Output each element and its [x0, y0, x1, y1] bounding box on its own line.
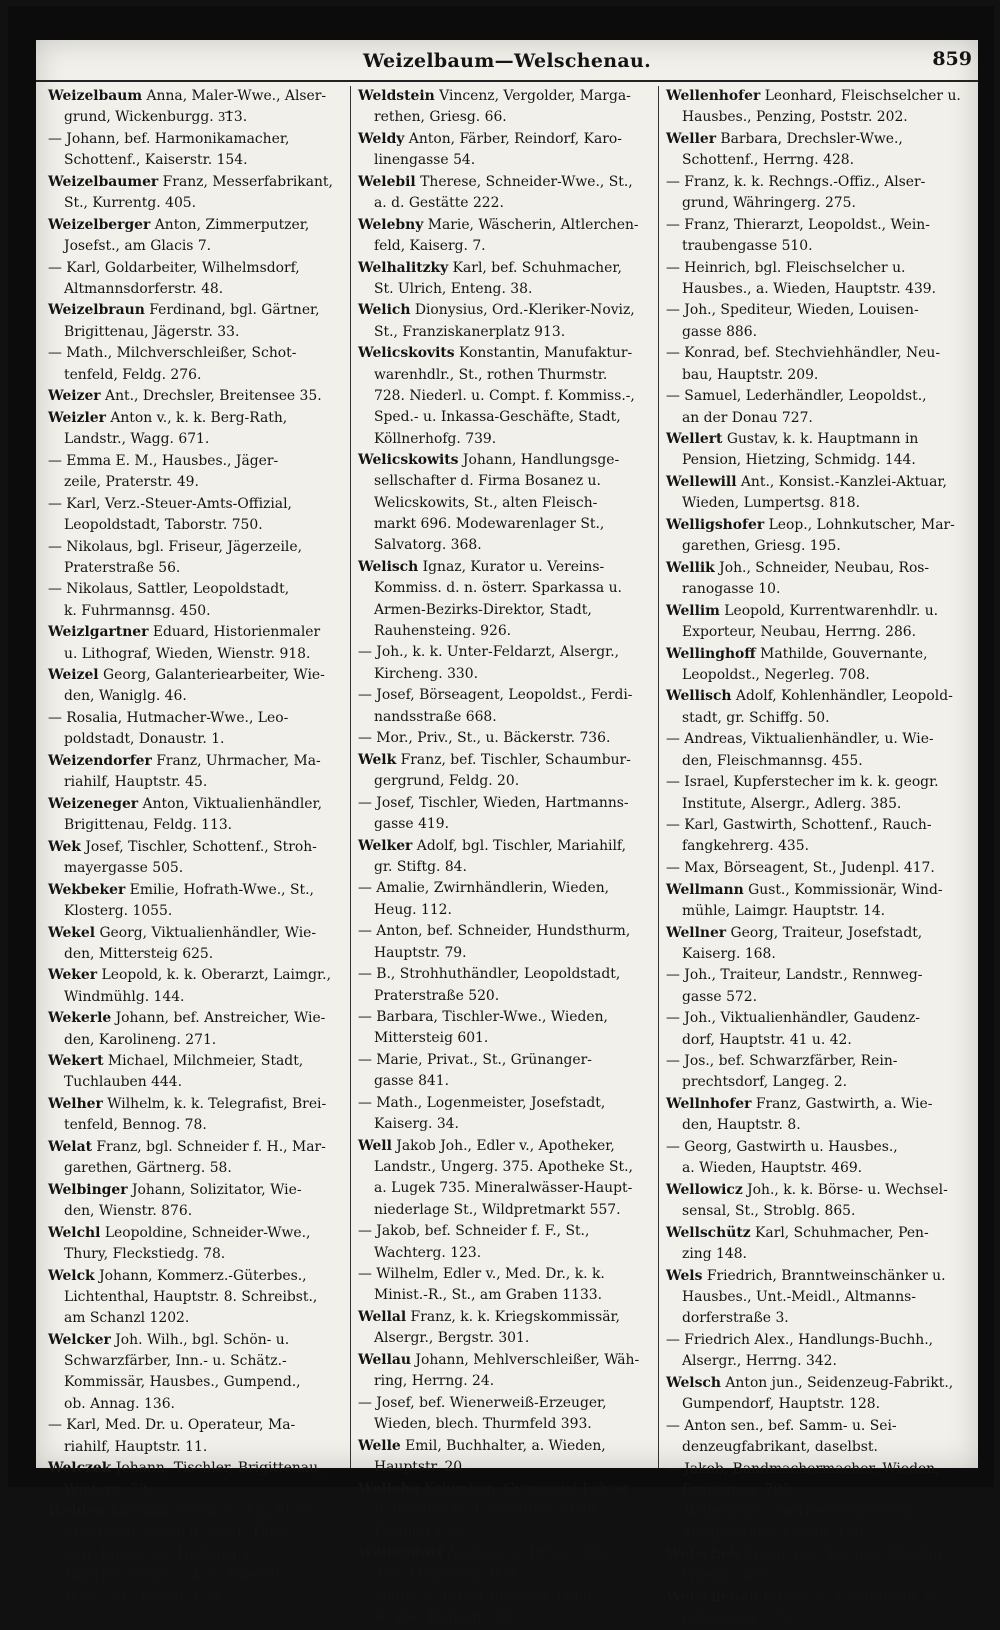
directory-subentry — [358, 1586, 650, 1629]
directory-entry — [358, 1350, 650, 1393]
entry-details: — Joh., Spediteur, Wieden, Louisen- gasse 886. — [666, 302, 919, 340]
entry-surname: Welchl — [48, 1224, 101, 1241]
entry-details: Dionysius, Ord.-Kleriker-Noviz, St., Franziskanerplatz 913. — [374, 302, 635, 340]
entry-surname: Welicskowits — [358, 452, 459, 469]
entry-details: Johann, Mehlverschleißer, Wäh- ring, Herrng. 24. — [374, 1351, 640, 1390]
directory-subentry — [48, 258, 342, 301]
directory-subentry — [358, 1093, 650, 1136]
entry-details: — Israel, Kupferstecher im k. k. geogr. Institute, Alsergr., Adlerg. 385. — [666, 774, 939, 812]
directory-entry — [666, 1373, 968, 1416]
entry-details: — Franz, Thierarzt, Leopoldst., Wein- traubengasse 510. — [666, 216, 930, 254]
directory-subentry — [358, 921, 650, 964]
directory-entry — [666, 1094, 968, 1137]
entry-surname: Wek — [48, 838, 81, 855]
entry-surname: Weizelbaum — [48, 88, 143, 104]
entry-surname: Welebil — [358, 173, 416, 190]
directory-page — [36, 40, 978, 1627]
entry-surname: Wellowicz — [666, 1181, 743, 1198]
entry-details: Adolf, bgl. Tischler, Mariahilf, gr. Stiftg. 84. — [374, 837, 626, 875]
directory-subentry — [358, 964, 650, 1007]
directory-subentry — [48, 708, 342, 751]
entry-details: — Rosalia, Hutmacher-Wwe., Leo- poldstadt, Donaustr. 1. — [48, 710, 289, 748]
directory-subentry — [666, 172, 968, 215]
entry-details: Anton, Färber, Reindorf, Karo- linengasse 54. — [374, 130, 622, 169]
entry-details: Anton, bef. Tischler, Wieden, Wienstr. 877. — [682, 1546, 947, 1584]
entry-details: — Karl, Gastwirth, Schottenf., Rauch- fangkehrerg. 435. — [666, 817, 932, 855]
directory-subentry — [666, 215, 968, 258]
entry-surname: Wekerle — [48, 1010, 112, 1027]
entry-details: Georg, Galanteriearbeiter, Wie- den, Waniglg. 46. — [64, 667, 325, 705]
entry-surname: Wellert — [666, 431, 723, 448]
entry-details: Vincenz, Vergolder, Marga- rethen, Griesg. 66. — [374, 88, 631, 126]
directory-entry — [48, 1501, 342, 1565]
entry-surname: Weizler — [48, 409, 106, 426]
directory-entry — [358, 1436, 650, 1479]
entry-details: Anton v., k. k. Berg-Rath, Landstr., Wagg. 671. — [64, 409, 288, 448]
entry-details: Eduard, Historienmaler u. Lithograf, Wieden, Wienstr. 918. — [64, 624, 321, 662]
page-header — [36, 44, 978, 82]
entry-details: — Johann, bef. Harmonikamacher, Schottenf., Kaiserstr. 154. — [48, 130, 290, 169]
entry-details: Friedrich, Branntweinschänker u. Hausbes., Unt.-Meidl., Altmanns- dorferstraße 3. — [682, 1267, 946, 1327]
entry-surname: Welschenau — [666, 1589, 759, 1606]
entry-details: Leop., Lohnkutscher, Mar- garethen, Griesg. 195. — [682, 516, 955, 555]
entry-details: Franz, bef. Tischler, Schaumbur- gergrund, Feldg. 20. — [374, 751, 631, 790]
directory-entry — [48, 215, 342, 258]
directory-entry — [358, 300, 650, 343]
directory-entry — [358, 450, 650, 556]
directory-subentry — [358, 1264, 650, 1307]
directory-subentry — [666, 772, 968, 815]
directory-entry — [666, 129, 968, 172]
entry-details: Barbara, Drechsler-Wwe., Schottenf., Herrng. 428. — [682, 130, 903, 169]
directory-subentry — [358, 642, 650, 685]
directory-entry — [666, 429, 968, 472]
entry-surname: Wellnhofer — [666, 1096, 752, 1113]
directory-entry — [48, 1458, 342, 1501]
directory-subentry — [666, 386, 968, 429]
entry-surname: Weizer — [48, 388, 101, 405]
directory-entry — [358, 129, 650, 172]
column-2 — [358, 86, 650, 1625]
entry-details: — Joh., k. k. Unter-Feldarzt, Alsergr., Kircheng. 330. — [358, 644, 620, 682]
entry-details: Wilhelm, k. k. Telegrafist, Brei- tenfeld, Bennog. 78. — [64, 1096, 327, 1134]
entry-surname: Wellewill — [666, 474, 737, 491]
entry-details: — Joh., Viktualienhändler, Gaudenz- dorf, Hauptstr. 41 u. 42. — [666, 1010, 921, 1048]
entry-surname: Wellner — [666, 924, 727, 941]
entry-details: Ignaz, Kurator u. Vereins- Kommiss. d. n. österr. Sparkassa u. Armen-Bezirks-Direktor, Stadt, Rauhensteing. 926. — [374, 558, 622, 639]
entry-details: — Jakob, Bandmachermacher, Wieden, Franzensg. 705. — [666, 1460, 940, 1498]
entry-details: — B., Strohhuthändler, Leopoldstadt, Praterstraße 520. — [358, 966, 621, 1004]
directory-entry — [358, 1307, 650, 1350]
directory-entry — [666, 1544, 968, 1587]
directory-entry — [48, 1330, 342, 1415]
directory-subentry — [666, 1137, 968, 1180]
entry-details: — Gabriel, Freiin v., k. k. Oberstl.- Wwe., St., Penng. 156. — [48, 1567, 290, 1605]
entry-details: — Samuel, Lederhändler, Leopoldst., an der Donau 727. — [666, 388, 927, 426]
entry-details: — Jakob, bef. Schneider f. F., St., Wachterg. 123. — [358, 1223, 590, 1261]
entry-details: — Andreas, Viktualienhändler, u. Wie- den, Fleischmannsg. 455. — [666, 731, 934, 769]
entry-details: Ant., Drechsler, Breitensee 35. — [100, 388, 322, 405]
entry-surname: Welher — [48, 1096, 103, 1113]
entry-details: — Karl, Verz.-Steuer-Amts-Offizial, Leopoldstadt, Taborstr. 750. — [48, 495, 292, 533]
directory-entry — [666, 1223, 968, 1266]
entry-surname: Wellendorf — [358, 1544, 444, 1561]
entry-surname: Welcker — [48, 1331, 111, 1348]
entry-details: Anton jun., Seidenzeug-Fabrikt., Gumpendorf, Hauptstr. 128. — [682, 1374, 954, 1413]
directory-subentry — [358, 1007, 650, 1050]
entry-surname: Weizendorfer — [48, 752, 152, 769]
entry-surname: Wellschütz — [666, 1224, 751, 1241]
entry-surname: Weldstein — [358, 88, 435, 104]
entry-details: — Max, Börseagent, St., Judenpl. 417. — [666, 860, 935, 877]
directory-subentry — [666, 1459, 968, 1502]
column-3 — [666, 86, 968, 1627]
entry-details: Josef, Tischler, Schottenf., Stroh- mayergasse 505. — [64, 838, 317, 877]
entry-surname: Weker — [48, 967, 98, 984]
directory-subentry — [48, 1415, 342, 1458]
entry-surname: Wellenhofer — [666, 88, 761, 104]
directory-entry — [48, 1180, 342, 1223]
entry-details: — Math., Milchverschleißer, Schot- tenfeld, Feldg. 276. — [48, 345, 297, 383]
directory-entry — [48, 751, 342, 794]
directory-entry — [666, 515, 968, 558]
entry-surname: Wellim — [666, 602, 720, 619]
directory-entry — [666, 880, 968, 923]
page-number: 859 — [932, 48, 972, 70]
directory-entry — [358, 172, 650, 215]
entry-details: Johann, Handlungsge- sellschafter d. Firma Bosanez u. Welicskowits, St., alten Fleisch- markt 696. Modewarenlager St., Salvatorg. 368. — [374, 452, 620, 554]
directory-entry — [358, 1479, 650, 1543]
entry-details: — Konrad, bef. Stechviehhändler, Neu- bau, Hauptstr. 209. — [666, 345, 941, 383]
entry-details: — Karl, Goldarbeiter, Wilhelmsdorf, Altmannsdorferstr. 48. — [48, 259, 300, 297]
entry-surname: Wellik — [666, 559, 715, 576]
entry-details: Karl, bef. Schuhmacher, St. Ulrich, Enteng. 38. — [374, 259, 622, 297]
directory-entry — [358, 836, 650, 879]
directory-subentry — [48, 343, 342, 386]
entry-surname: Weizel — [48, 667, 99, 684]
directory-entry — [48, 408, 342, 451]
directory-subentry — [666, 1008, 968, 1051]
entry-details: Johann, bef. Anstreicher, Wie- den, Karolineng. 271. — [64, 1010, 326, 1048]
entry-details: — Karl, Med. Dr. u. Operateur, Ma- riahilf, Hauptstr. 11. — [48, 1417, 296, 1455]
directory-subentry — [358, 793, 650, 836]
entry-details: Leopoldine, Schneider-Wwe., Thury, Fleckstiedg. 78. — [64, 1224, 311, 1263]
entry-details: Karolina, Freiin v., Aja, Stern- kreuz-Ord.-Dame u. baier. Ther.- Ord.-Dame, St., Hofburg 1. — [64, 1503, 320, 1562]
directory-entry — [48, 1137, 342, 1180]
directory-subentry — [666, 729, 968, 772]
entry-surname: Wellau — [358, 1351, 411, 1368]
directory-entry — [48, 1051, 342, 1094]
entry-details: Georg, Viktualienhändler, Wie- den, Mittersteig 625. — [64, 924, 317, 962]
entry-details: — Franz, k. k. Rechngs.-Offiz., Alser- grund, Währingerg. 275. — [666, 173, 926, 212]
directory-subentry — [666, 1330, 968, 1373]
entry-surname: Weldy — [358, 130, 405, 147]
directory-subentry — [48, 537, 342, 580]
entry-surname: Welsch — [666, 1374, 721, 1391]
entry-details: — Josef, Börseagent, Leopoldst., Ferdi- nandsstraße 668. — [358, 687, 633, 725]
directory-entry — [48, 880, 342, 923]
directory-subentry — [666, 343, 968, 386]
entry-details: Marie, Wäscherin, Altlerchen- feld, Kaiserg. 7. — [374, 216, 639, 254]
entry-details: Jakob Joh., Edler v., Apotheker, Landstr., Ungerg. 375. Apotheke St., a. Lugek 735. Mineralwässer-Haupt- niederlage St., Wildpretmarkt 557. — [374, 1137, 633, 1218]
directory-subentry — [358, 685, 650, 728]
entry-details: Johann, Tischler, Brigittenau, Winterg. 73. — [64, 1460, 323, 1498]
directory-entry — [666, 472, 968, 515]
entry-details: Emilie, Hofrath-Wwe., St., Klosterg. 1055. — [64, 881, 314, 919]
entry-surname: Weizelbaumer — [48, 173, 159, 190]
entry-details: — Emma E. M., Hausbes., Jäger- zeile, Praterstr. 49. — [48, 452, 279, 491]
column-1 — [48, 86, 342, 1605]
entry-surname: Wekbeker — [48, 881, 126, 898]
entry-details: — Anton sen., bef. Samm- u. Sei- denzeugfabrikant, daselbst. — [666, 1417, 897, 1455]
directory-entry — [358, 1543, 650, 1586]
entry-details: Joh., Schneider, Neubau, Ros- ranogasse 10. — [682, 559, 930, 598]
entry-details: — Nikolaus, bgl. Friseur, Jägerzeile, Praterstraße 56. — [48, 538, 302, 576]
entry-surname: Wellmann — [666, 881, 744, 898]
entry-surname: Welhalitzky — [358, 259, 449, 276]
entry-details: Joh. Wilh., bgl. Schön- u. Schwarzfärber, Inn.- u. Schätz.- Kommissär, Hausbes., Gumpend., ob. Annag. 136. — [64, 1331, 301, 1412]
entry-details: — Josef, bef. Wienerweiß-Erzeuger, Wieden, blech. Thurmfeld 393. — [358, 1394, 607, 1433]
directory-entry — [666, 1180, 968, 1223]
directory-entry — [666, 644, 968, 687]
directory-subentry — [358, 1221, 650, 1264]
entry-details: Andreas v., Privat., Wie- den, Leopoldsg. 834. — [374, 1544, 617, 1583]
entry-details: Ant., Konsist.-Kanzlei-Aktuar, Wieden, Lumpertsg. 818. — [682, 474, 947, 512]
directory-subentry — [666, 1051, 968, 1094]
directory-entry — [48, 86, 342, 129]
entry-surname: Weizelberger — [48, 216, 151, 233]
directory-subentry — [666, 258, 968, 301]
entry-details: Emil, Buchhalter, a. Wieden, Hauptstr. 20. — [374, 1437, 606, 1476]
directory-entry — [666, 86, 968, 129]
entry-surname: Welleba — [358, 1480, 420, 1497]
entry-details: Anton, Viktualienhändler, Brigittenau, Feldg. 113. — [64, 795, 323, 834]
directory-entry — [48, 965, 342, 1008]
directory-subentry — [666, 300, 968, 343]
entry-surname: Welck — [48, 1267, 95, 1284]
entry-details: — Georg, Gastwirth u. Hausbes., a. Wieden, Hauptstr. 469. — [666, 1138, 898, 1177]
directory-entry — [358, 86, 650, 129]
entry-surname: Wekel — [48, 924, 96, 941]
entry-surname: Welisch — [358, 558, 419, 575]
directory-entry — [358, 750, 650, 793]
running-head-title: Weizelbaum—Welschenau. — [362, 50, 652, 72]
entry-surname: Wels — [666, 1267, 703, 1284]
entry-details: — Wilhelm, Edler v., Med. Dr., k. k. Minist.-R., St., am Graben 1133. — [358, 1266, 605, 1304]
entry-details: — Barbara, Tischler-Wwe., Wieden, Mittersteig 601. — [358, 1009, 608, 1047]
scan-border — [8, 6, 994, 1627]
directory-subentry — [666, 1416, 968, 1459]
entry-surname: Wellisch — [666, 688, 732, 705]
entry-surname: Welat — [48, 1138, 92, 1155]
entry-details: Leopold, k. k. Oberarzt, Laimgr., Windmühlg. 144. — [64, 967, 331, 1005]
directory-subentry — [358, 878, 650, 921]
entry-details: Konstantin, Manufaktur- warenhdlr., St., rothen Thurmstr. 728. Niederl. u. Compt. f. Kommiss.-, Sped.- u. Inkassa-Geschäfte, Stadt, Köllnerhofg. 739. — [374, 345, 635, 447]
directory-subentry — [48, 579, 342, 622]
directory-subentry — [358, 728, 650, 749]
directory-entry — [358, 1136, 650, 1221]
directory-subentry — [666, 815, 968, 858]
entry-details: — Anton, bef. Schneider, Hundsthurm, Hauptstr. 79. — [358, 923, 631, 961]
directory-entry — [48, 386, 342, 407]
entry-details: Adolf, Kohlenhändler, Leopold- stadt, gr. Schiffg. 50. — [682, 688, 953, 726]
entry-surname: Welicskovits — [358, 345, 455, 362]
directory-entry — [666, 1587, 968, 1630]
entry-details: Ferdinand, bgl. Gärtner, Brigittenau, Jägerstr. 33. — [64, 302, 320, 340]
directory-entry — [666, 601, 968, 644]
directory-entry — [666, 923, 968, 966]
entry-details: Kolumban, Gymnasial-Lehrer u. Priester b. d. Schotten, Stadt, Freiung 136. — [374, 1480, 630, 1540]
directory-entry — [48, 837, 342, 880]
entry-details: Michael, Milchmeier, Stadt, Tuchlauben 444. — [64, 1053, 304, 1091]
directory-entry — [48, 1266, 342, 1330]
directory-subentry — [666, 858, 968, 879]
entry-details: Gust., Kommissionär, Wind- mühle, Laimgr. Hauptstr. 14. — [682, 881, 943, 919]
entry-details: Franz, k. k. Kriegskommissär, Alsergr., Bergstr. 301. — [374, 1309, 621, 1347]
directory-entry — [48, 172, 342, 215]
directory-subentry — [48, 494, 342, 537]
directory-entry — [48, 1223, 342, 1266]
entry-surname: Wellal — [358, 1309, 407, 1326]
directory-entry — [48, 1094, 342, 1137]
directory-entry — [666, 558, 968, 601]
entry-details: Anton, Zimmerputzer, Josefst., am Glacis 7. — [64, 216, 310, 254]
directory-entry — [48, 1008, 342, 1051]
entry-surname: Weizelbraun — [48, 302, 145, 319]
entry-details: — Nikolaus, Sattler, Leopoldstadt, k. Fuhrmannsg. 450. — [48, 581, 290, 619]
entry-details: Franz, Messerfabrikant, St., Kurrentg. 405. — [64, 173, 333, 212]
entry-surname: Wekert — [48, 1053, 104, 1070]
entry-details: Johann, Solizitator, Wie- den, Wienstr. 876. — [64, 1181, 302, 1220]
entry-details: Georg, Traiteur, Josefstadt, Kaiserg. 168. — [682, 924, 923, 962]
directory-subentry — [48, 1565, 342, 1608]
directory-entry — [358, 258, 650, 301]
directory-subentry — [358, 1393, 650, 1436]
entry-details: — Mor., Priv., St., u. Bäckerstr. 736. — [358, 730, 611, 747]
entry-surname: Welle — [358, 1437, 401, 1454]
entry-surname: Welczek — [48, 1460, 112, 1477]
directory-entry — [358, 343, 650, 449]
entry-details: Franz, Uhrmacher, Ma- riahilf, Hauptstr. 45. — [64, 752, 321, 791]
entry-details: — Anton v., Privat-Beamter, Land- straße, Halterg. 680. — [358, 1587, 597, 1625]
entry-details: — Friedrich Alex., Handlungs-Buchh., Alsergr., Herrng. 342. — [666, 1331, 934, 1370]
entry-surname: Welschek — [666, 1546, 740, 1563]
directory-entry — [48, 665, 342, 708]
entry-surname: Weizeneger — [48, 795, 139, 812]
entry-columns — [36, 86, 978, 1627]
directory-entry — [48, 300, 342, 343]
entry-surname: Weller — [666, 130, 717, 147]
entry-details: — Jos., bef. Schwarzfärber, Rein- prechtsdorf, Langeg. 2. — [666, 1053, 898, 1091]
entry-details: Franz, bgl. Schneider f. H., Mar- garethen, Gärtnerg. 58. — [64, 1138, 326, 1177]
entry-details: — Joh., Traiteur, Landstr., Rennweg- gasse 572. — [666, 967, 923, 1005]
directory-subentry — [358, 1050, 650, 1093]
entry-surname: Welebny — [358, 216, 424, 233]
entry-details: Leonhard, Fleischselcher u. Hausbes., Penzing, Poststr. 202. — [682, 88, 961, 126]
entry-surname: Welker — [358, 837, 413, 854]
entry-details: — Josef, Tischler, Wieden, Hartmanns- gasse 419. — [358, 794, 629, 832]
entry-details: Franz, Gastwirth, a. Wie- den, Hauptstr. 8. — [682, 1096, 933, 1134]
entry-details: Mathilde, Gouvernante, Leopoldst., Negerleg. 708. — [682, 645, 928, 683]
directory-entry — [358, 557, 650, 642]
entry-details: Anna, Maler-Wwe., Alser- grund, Wickenburgg. 3͞13. — [64, 88, 327, 126]
entry-details: — Marie, Privat., St., Grünanger- gasse 841. — [358, 1052, 592, 1090]
directory-entry — [358, 215, 650, 258]
entry-details: — Wilhelmine, Zwirnverschleißerin, Margarethen, Grohg. 179. — [666, 1503, 920, 1541]
directory-entry — [666, 686, 968, 729]
entry-surname: Weizlgartner — [48, 624, 149, 641]
entry-surname: Welbinger — [48, 1181, 128, 1198]
entry-details: Therese, Schneider-Wwe., St., a. d. Gestätte 222. — [374, 173, 633, 212]
entry-surname: Welich — [358, 302, 411, 319]
directory-subentry — [48, 129, 342, 172]
entry-surname: Welden — [48, 1503, 106, 1520]
entry-details: Johann, Kommerz.-Güterbes., Lichtenthal, Hauptstr. 8. Schreibst., am Schanzl 1202. — [64, 1267, 318, 1327]
entry-details: Gustav, k. k. Hauptmann in Pension, Hietzing, Schmidg. 144. — [682, 431, 919, 469]
directory-subentry — [48, 451, 342, 494]
directory-subentry — [666, 965, 968, 1008]
directory-entry — [48, 923, 342, 966]
entry-details: — Math., Logenmeister, Josefstadt, Kaiserg. 34. — [358, 1094, 606, 1133]
entry-surname: Wellinghoff — [666, 645, 756, 662]
directory-entry — [48, 794, 342, 837]
directory-entry — [666, 1266, 968, 1330]
directory-subentry — [666, 1501, 968, 1544]
entry-details: Karl, Schuhmacher, Pen- zing 148. — [682, 1224, 929, 1263]
entry-details: Joh., k. k. Börse- u. Wechsel- sensal, St., Stroblg. 865. — [682, 1181, 948, 1220]
directory-entry — [48, 622, 342, 665]
entry-details: — Amalie, Zwirnhändlerin, Wieden, Heug. 112. — [358, 880, 610, 918]
entry-surname: Welk — [358, 751, 397, 768]
entry-details: Leopold, Kurrentwarenhdlr. u. Exporteur, Neubau, Herrng. 286. — [682, 602, 939, 640]
entry-surname: Welligshofer — [666, 516, 765, 533]
entry-surname: Well — [358, 1137, 392, 1154]
entry-details: — Heinrich, bgl. Fleischselcher u. Hausbes., a. Wieden, Hauptstr. 439. — [666, 259, 937, 297]
entry-details: Jakoba v., Ursulinerin, St., Johannesg. 979. — [682, 1589, 949, 1627]
